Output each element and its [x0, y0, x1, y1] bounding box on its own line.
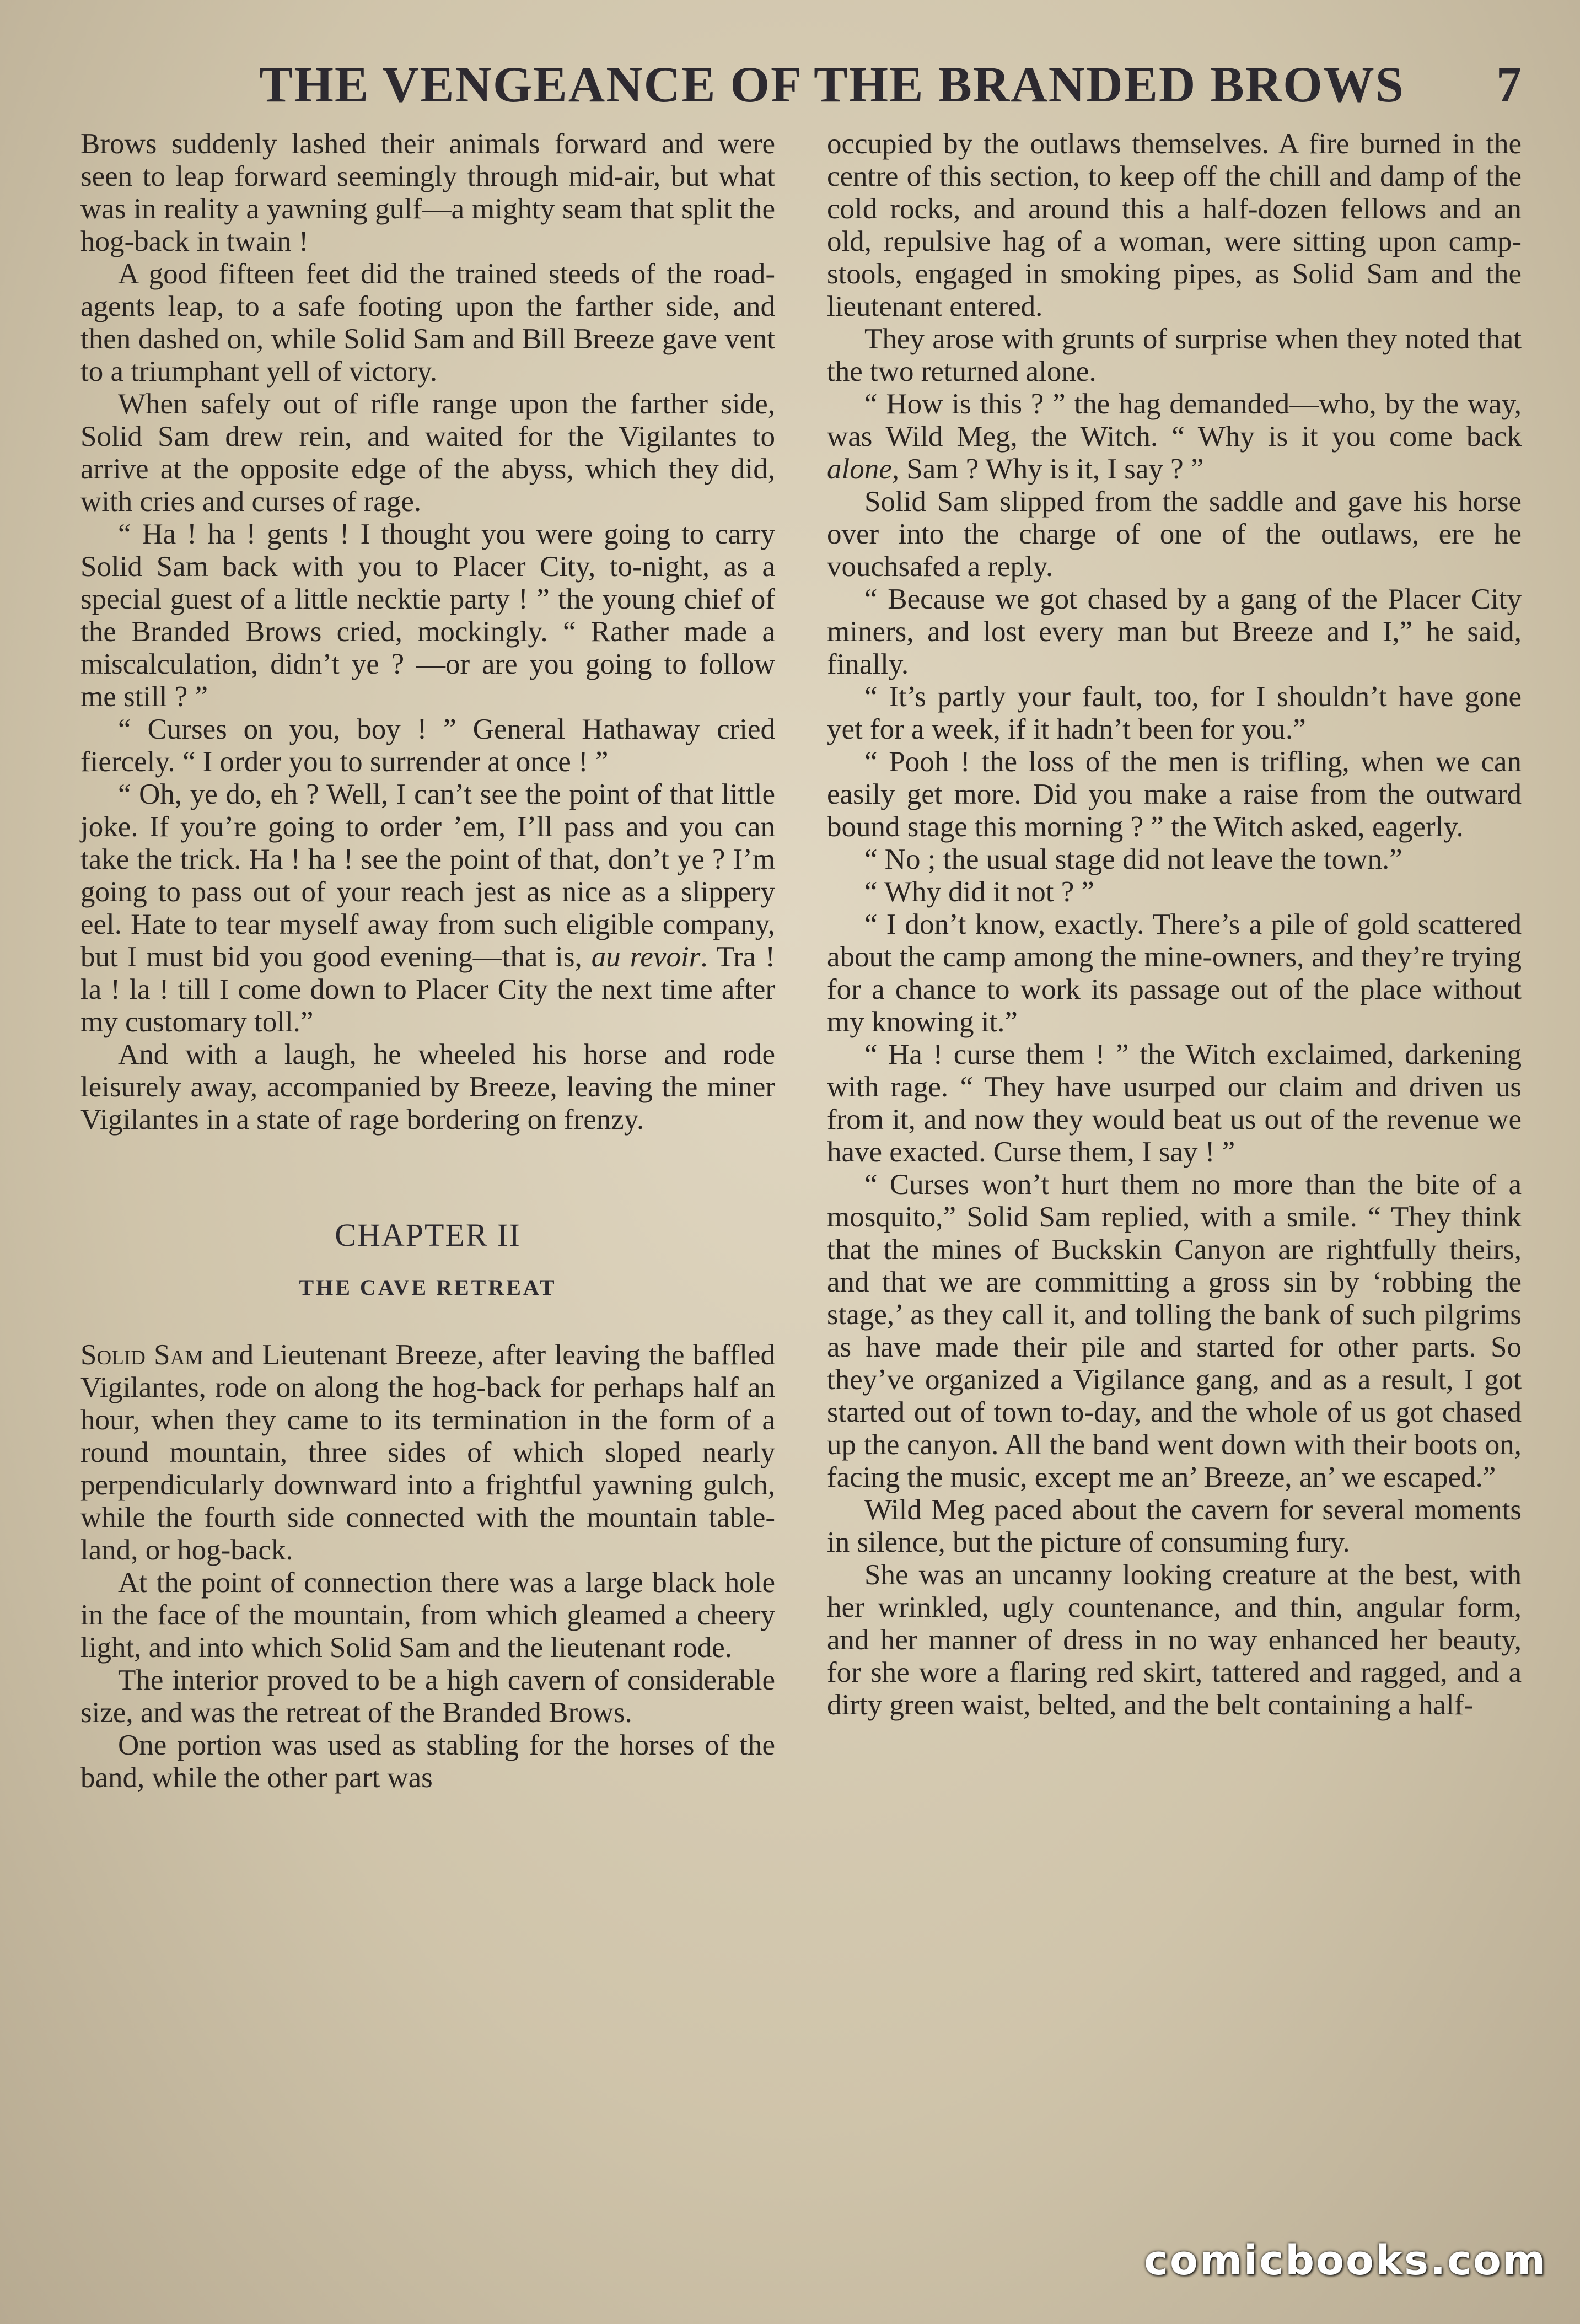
paragraph: A good fifteen feet did the trained steeds of the road-agents leap, to a safe footing upon the farther side, and then dashed on, while Solid Sam and Bill Breeze gave vent to a triumphant yell of victory. — [80, 258, 775, 388]
paragraph: One portion was used as stabling for the horses of the band, while the other part was — [80, 1729, 775, 1794]
chapter-subtitle: THE CAVE RETREAT — [299, 1275, 557, 1300]
paragraph: “ I don’t know, exactly. There’s a pile of gold scattered about the camp among the mine-owners, and they’re trying for a chance to work its passage out of the place without my knowing it.” — [827, 908, 1522, 1038]
paragraph: When safely out of rifle range upon the farther side, Solid Sam drew rein, and waited for the Vigilantes to arrive at the opposite edge of the abyss, which they did, with cries and curses of rage. — [80, 388, 775, 518]
left-column — [80, 128, 775, 1794]
page-number: 7 — [1496, 56, 1522, 112]
smallcaps-opening: Solid Sam — [80, 1339, 203, 1371]
paragraph: At the point of connection there was a large black hole in the face of the mountain, from which gleamed a cheery light, and into which Solid Sam and the lieutenant rode. — [80, 1567, 775, 1664]
paragraph: occupied by the outlaws themselves. A fire burned in the centre of this section, to keep off the chill and damp of the cold rocks, and around this a half-dozen fellows and an old, repulsive hag of a woman, were sitting upon camp-stools, engaged in smoking pipes, as Solid Sam and the lieutenant entered. — [827, 128, 1522, 322]
paragraph: Wild Meg paced about the cavern for several moments in silence, but the picture of consuming fury. — [827, 1494, 1522, 1558]
right-column — [827, 128, 1522, 1722]
paragraph: “ Pooh ! the loss of the men is trifling, when we can easily get more. Did you make a raise from the outward bound stage this morning ? ” the Witch asked, eagerly. — [827, 746, 1522, 843]
paragraph — [827, 388, 1522, 486]
paragraph: “ It’s partly your fault, too, for I shouldn’t have gone yet for a week, if it hadn’t been for you.” — [827, 681, 1522, 745]
italic-phrase: alone — [827, 453, 892, 485]
paragraph: Solid Sam slipped from the saddle and gave his horse over into the charge of one of the outlaws, ere he vouchsafed a reply. — [827, 486, 1522, 583]
paragraph-text: “ Oh, ye do, eh ? Well, I can’t see the point of that little joke. If you’re going to order ’em, I’ll pass and you can take the trick. Ha ! ha ! see the point of that, don’t ye ? I’m going to pass out of your reach jest as nice as a slippery eel. Hate to tear myself away from such eligible company, but I must bid you good evening—that is, — [80, 778, 775, 973]
chapter-heading: CHAPTER II — [335, 1217, 521, 1253]
paragraph: “ Because we got chased by a gang of the Placer City miners, and lost every man but Breeze and I,” he said, finally. — [827, 583, 1522, 680]
paragraph-text: and Lieutenant Breeze, after leaving the baffled Vigilantes, rode on along the hog-back for perhaps half an hour, when they came to its termination in the form of a round mountain, three sides of which sloped nearly perpendicularly downward into a frightful yawning gulch, while the fourth side connected with the mountain table-land, or hog-back. — [80, 1339, 775, 1566]
paragraph: “ Curses won’t hurt them no more than the bite of a mosquito,” Solid Sam replied, with a smile. “ They think that the mines of Buckskin Canyon are rightfully theirs, and that we are committing a gross sin by ‘robbing the stage,’ as they call it, and tolling the bank of such pilgrims as have made their pile and started for other parts. So they’ve organized a Vigilance gang, and as a result, I got started out of town to-day, and the whole of us got chased up the canyon. All the band went down with their boots on, facing the music, except me an’ Breeze, an’ we escaped.” — [827, 1169, 1522, 1493]
paragraph-text: “ How is this ? ” the hag demanded—who, by the way, was Wild Meg, the Witch. “ Why is it you come back — [827, 388, 1522, 453]
paragraph: “ Ha ! ha ! gents ! I thought you were going to carry Solid Sam back with you to Placer City, to-night, as a special guest of a little necktie party ! ” the young chief of the Branded Brows cried, mockingly. “ Rather made a miscalculation, didn’t ye ? —or are you going to follow me still ? ” — [80, 518, 775, 713]
watermark: comicbooks.com — [1144, 2237, 1547, 2284]
italic-phrase: au revoir — [591, 941, 701, 973]
paragraph: “ Why did it not ? ” — [864, 876, 1095, 908]
running-title: THE VENGEANCE OF THE BRANDED BROWS — [259, 56, 1405, 112]
page-header — [72, 55, 1538, 121]
paragraph: And with a laugh, he wheeled his horse and rode leisurely away, accompanied by Breeze, leaving the miner Vigilantes in a state of rage bordering on frenzy. — [80, 1039, 775, 1136]
paragraph: “ Curses on you, boy ! ” General Hathaway cried fiercely. “ I order you to surrender at once ! ” — [80, 713, 775, 778]
paragraph-text: , Sam ? Why is it, I say ? ” — [891, 453, 1204, 485]
paragraph — [80, 778, 775, 1039]
paragraph — [80, 1339, 775, 1567]
paragraph-text: . Tra ! la ! la ! till I come down to Placer City the next time after my customary toll.” — [80, 941, 776, 1038]
paragraph: “ No ; the usual stage did not leave the town.” — [864, 843, 1402, 875]
paragraph: She was an uncanny looking creature at the best, with her wrinkled, ugly countenance, and thin, angular form, and her manner of dress in no way enhanced her beauty, for she wore a flaring red skirt, tattered and ragged, and a dirty green waist, belted, and the belt containing a half- — [827, 1559, 1522, 1721]
paragraph: “ Ha ! curse them ! ” the Witch exclaimed, darkening with rage. “ They have usurped our claim and driven us from it, and now they would beat us out of the revenue we have exacted. Curse them, I say ! ” — [827, 1039, 1522, 1168]
paragraph: The interior proved to be a high cavern of considerable size, and was the retreat of the Branded Brows. — [80, 1664, 775, 1729]
paragraph: Brows suddenly lashed their animals forward and were seen to leap forward seemingly through mid-air, but what was in reality a yawning gulf—a mighty seam that split the hog-back in twain ! — [80, 128, 775, 257]
paragraph: They arose with grunts of surprise when they noted that the two returned alone. — [827, 323, 1522, 388]
